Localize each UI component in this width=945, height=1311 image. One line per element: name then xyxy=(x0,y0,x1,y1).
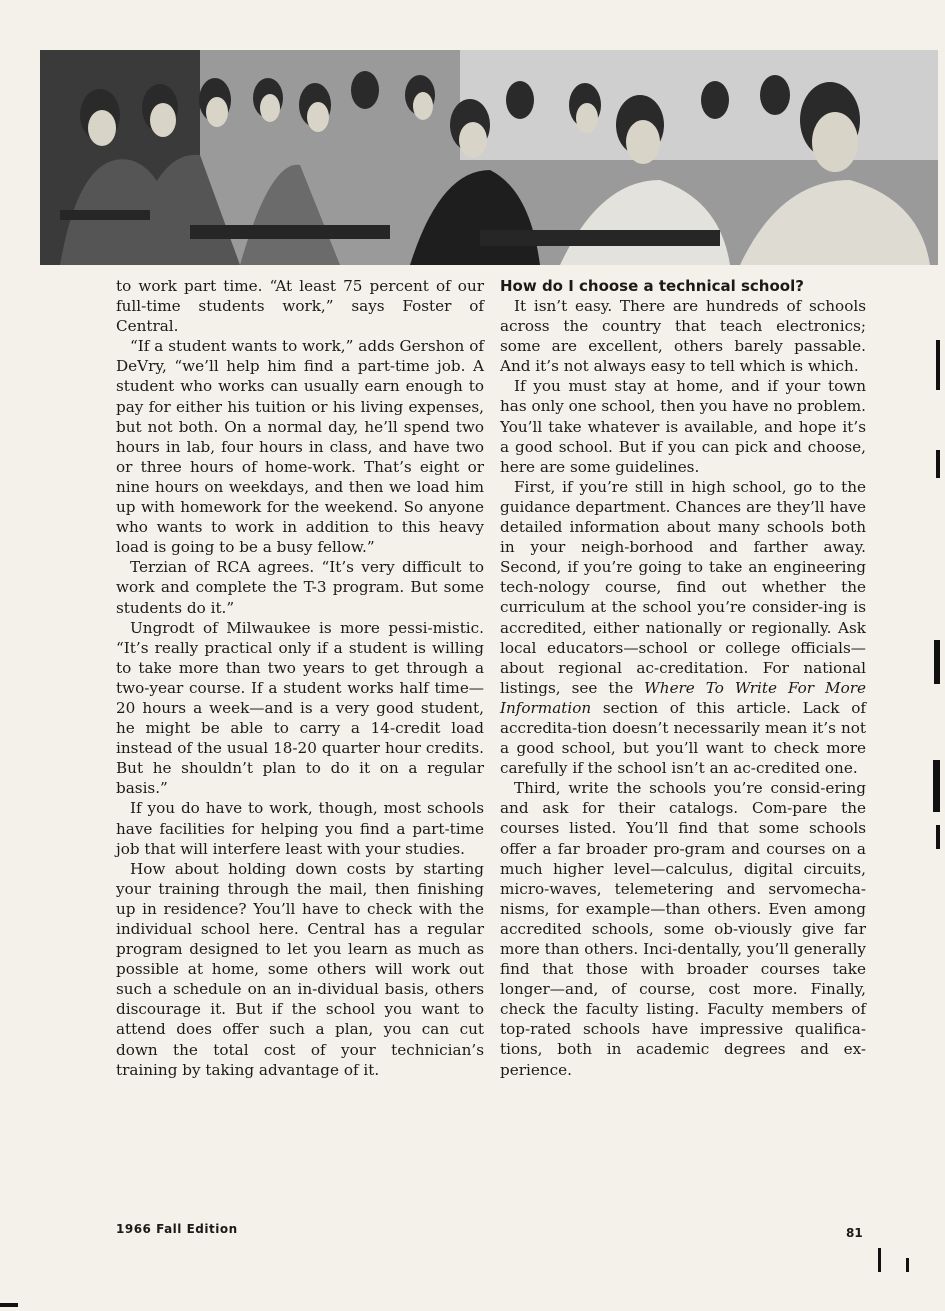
paragraph: It isn’t easy. There are hundreds of schools across the country that teach electronics; some are excellent, others barely passable. And it’s not always easy to tell which is which. xyxy=(500,297,866,376)
paragraph: Ungrodt of Milwaukee is more pessi-mistic. “It’s really practical only if a student is willing to take more than two years to get through a two-year course. If a student works half time—20 hours a week—and is a very good student, he might be able to carry a 14-credit load instead of the usual 18-20 quarter hour credits. But he shouldn’t plan to do it on a regular basis.” xyxy=(116,618,484,798)
scan-mark xyxy=(934,640,940,684)
scan-mark xyxy=(936,340,940,390)
section-heading: How do I choose a technical school? xyxy=(500,277,804,295)
paragraph: “If a student wants to work,” adds Gershon of DeVry, “we’ll help him find a part-time job. A student who works can usually earn enough to pay for either his tuition or his living expenses, but not both. On a normal day, he’ll spend two hours in lab, four hours in class, and have two or three hours of home-work. That’s eight or nine hours on weekdays, and then we load him up with homework for the weekend. So anyone who wants to work in addition to this heavy load is going to be a busy fellow.” xyxy=(116,337,484,557)
paragraph: Third, write the schools you’re consid-ering and ask for their catalogs. Com-pare the courses listed. You’ll find that some schools offer a far broader pro-gram and courses on a much higher level—calculus, digital circuits, micro-waves, telemetering and servomecha-nisms, for example—than others. Even among accredited schools, some ob-viously give far more than others. Inci-dentally, you’ll generally find that those with broader courses take longer—and, of course, cost more. Finally, check the faculty listing. Faculty members of top-rated schools have impressive qualifica-tions, both in academic degrees and ex-perience. xyxy=(500,779,866,1079)
italic-reference: Where To Write For More Information xyxy=(500,678,866,717)
paragraph: If you do have to work, though, most schools have facilities for helping you find a part-time job that will interfere least with your studies. xyxy=(116,799,484,858)
page-number: 81 xyxy=(846,1226,863,1240)
classroom-photo xyxy=(40,50,938,265)
edition-label: 1966 Fall Edition xyxy=(116,1222,238,1236)
classroom-photo-drawing xyxy=(40,50,938,265)
scan-mark xyxy=(933,760,940,812)
paragraph-text: First, if you’re still in high school, go to the guidance department. Chances are they’ll have detailed information about many schools both in your neigh-borhood and farther away. Second, if you’re going to take an engineering tech-nology course, find out whether the curriculum at the school you’re consider-ing is accredited, either nationally or regionally. Ask local educators—school or college officials—about regional ac-creditation. For national listings, see the xyxy=(500,477,866,697)
scan-mark xyxy=(936,825,940,849)
paragraph: to work part time. “At least 75 percent of our full-time students work,” says Foster of Central. xyxy=(116,277,484,336)
scan-mark xyxy=(936,450,940,478)
article-left-column xyxy=(116,276,484,1080)
article-right-column xyxy=(500,276,866,1080)
scan-mark xyxy=(906,1258,909,1272)
paragraph-text: section of this article. Lack of accredita-tion doesn’t necessarily mean it’s not a good school, but you’ll want to check more carefully if the school isn’t an ac-credited one. xyxy=(500,698,866,778)
paragraph xyxy=(500,477,866,778)
paragraph: Terzian of RCA agrees. “It’s very difficult to work and complete the T-3 program. But some students do it.” xyxy=(116,558,484,617)
paragraph: If you must stay at home, and if your town has only one school, then you have no problem. You’ll take whatever is available, and hope it’s a good school. But if you can pick and choose, here are some guidelines. xyxy=(500,377,866,476)
scan-mark xyxy=(0,1303,18,1307)
paragraph: How about holding down costs by starting your training through the mail, then finishing up in residence? You’ll have to check with the individual school here. Central has a regular program designed to let you learn as much as possible at home, some others will work out such a schedule on an in-dividual basis, others discourage it. But if the school you want to attend does offer such a plan, you can cut down the total cost of your technician’s training by taking advantage of it. xyxy=(116,859,484,1079)
scan-mark xyxy=(878,1248,881,1272)
